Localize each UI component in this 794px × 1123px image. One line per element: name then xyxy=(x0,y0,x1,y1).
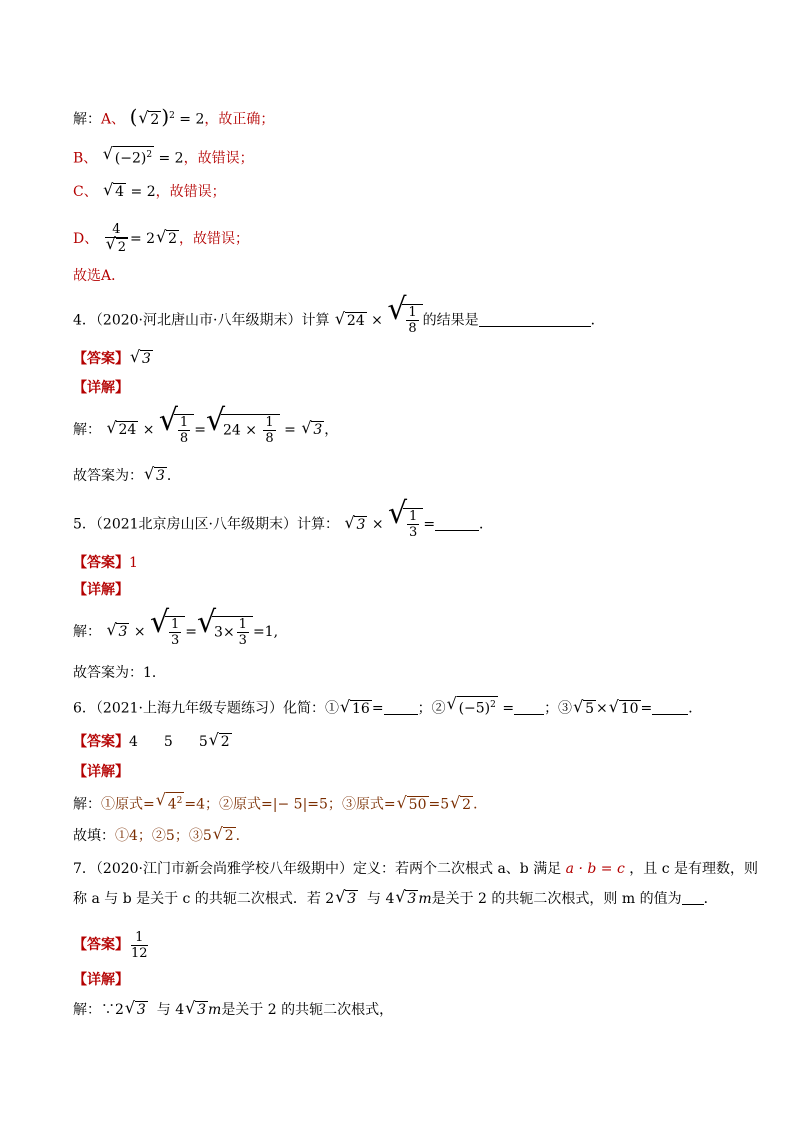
sqrt: √ 3 xyxy=(345,510,367,540)
q4-detail-tag: 【详解】 xyxy=(73,380,129,396)
question-7-line-1: 7．（2020·江门市新会尚雅学校八年级期中）定义：若两个二次根式 a、b 满足 a · b = c ，且 c 是有理数，则 xyxy=(73,861,758,877)
answer-blank-3[interactable] xyxy=(652,698,688,715)
question-6: 6．（2021·上海九年级专题练习）化简：①√ 16 = ；②√ $(-5)^2$ = ；③√ 5 ×√ 10 = ． xyxy=(73,696,702,719)
option-label: A、 xyxy=(101,111,126,128)
formula: ( xyxy=(129,104,138,129)
answer-value-1: 4 xyxy=(129,734,138,750)
answer-blank-1[interactable] xyxy=(384,698,418,715)
option-label: C、 xyxy=(73,184,98,200)
q6-answer: 【答案】4 5 5√ 2 xyxy=(73,732,232,752)
question-4: 4．（2020·河北唐山市·八年级期末）计算 √ 24 × √ $\frac{1}{8}$ 的结果是 ． xyxy=(73,304,605,336)
q4-conclusion: 故答案为：√ 3 ． xyxy=(73,466,181,486)
answer-blank[interactable] xyxy=(682,888,704,905)
answer-blank-2[interactable] xyxy=(514,698,544,715)
option-comment: ，故错误； xyxy=(183,150,254,167)
question-source: （2020·河北唐山市·八年级期末） xyxy=(95,312,302,329)
q5-solution: 解： √ 3 × √ $\frac{1}{3}$ =√ 3× $\frac{1}{3}$ =1, xyxy=(73,615,278,649)
question-7-line-2: 称 a 与 b 是关于 c 的共轭二次根式．若 2√ 3 与 4√ 3 m是关于 2 的共轭二次根式，则 m 的值为 ． xyxy=(73,888,718,909)
option-comment: ，故错误； xyxy=(155,184,226,200)
answer-value-3: 5 xyxy=(198,734,208,750)
answer-value-2: 5 xyxy=(163,734,173,750)
sqrt: √ $(-2)^2$ xyxy=(104,146,154,169)
question-number: 5． xyxy=(73,516,96,533)
q3-option-d: D、 4 √ 2 = 2√ 2 ，故错误； xyxy=(73,222,249,256)
q5-detail-tag: 【详解】 xyxy=(73,582,129,598)
q3-option-a: 解：A、 (√ 2 )$^2$ = 2，故正确； xyxy=(73,106,274,130)
q3-option-c: C、 √ 4 = 2，故错误； xyxy=(73,182,226,202)
question-5: 5．（2021北京房山区·八年级期末）计算： √ 3 × √ $\frac{1}{3}$ = ． xyxy=(73,508,493,540)
sqrt: √ 2 xyxy=(139,110,161,130)
fraction: 4 √ 2 xyxy=(105,222,128,256)
question-text: 计算 xyxy=(301,312,330,329)
q4-answer xyxy=(73,349,153,369)
option-comment: ，故错误； xyxy=(178,231,249,247)
q5-conclusion: 故答案为：1． xyxy=(73,665,166,681)
question-source: （2021北京房山区·八年级期末） xyxy=(95,516,298,533)
question-text: 计算： xyxy=(297,516,340,533)
answer-blank[interactable] xyxy=(435,514,479,531)
sqrt: √ 24 xyxy=(107,413,138,447)
sqrt: √ 3 xyxy=(131,349,153,369)
answer-fraction: $\frac{1}{12}$ xyxy=(131,929,148,961)
sqrt: √ 2 xyxy=(157,224,179,254)
question-number: 6． xyxy=(73,700,96,717)
option-label: B、 xyxy=(73,150,98,167)
sqrt: √ 4 xyxy=(104,182,126,202)
answer-blank[interactable] xyxy=(479,310,591,327)
solution-prefix: 解： xyxy=(73,111,101,128)
question-number: 4． xyxy=(73,312,96,329)
q7-solution: 解：∵2√ 3 与 4√ 3 m是关于 2 的共轭二次根式， xyxy=(73,1000,393,1020)
answer-tag: 【答案】 xyxy=(73,734,129,750)
sqrt: √ 24 xyxy=(336,306,367,336)
q7-answer xyxy=(73,928,150,962)
q3-option-b: B、 √ $(-2)^2 = 2$，故错误； xyxy=(73,146,254,169)
question-text: 化简：① xyxy=(283,700,340,717)
q3-choice: 故选A． xyxy=(73,268,126,284)
sqrt-fraction: √ $\frac{1}{8}$ xyxy=(389,304,422,336)
q7-detail-tag: 【详解】 xyxy=(73,972,129,988)
answer-value: 1 xyxy=(129,555,138,571)
q6-fill: 故填：①4；②5；③5√ 2 ． xyxy=(73,826,250,846)
sqrt: √ 3 xyxy=(145,466,167,486)
question-text: 定义：若两个二次根式 a、b 满足 xyxy=(353,861,562,877)
question-text: 的结果是 xyxy=(422,312,479,329)
answer-tag: 【答案】 xyxy=(73,555,129,571)
option-label: D、 xyxy=(73,231,99,247)
q6-solution: 解：①原式=√ $4^2 =4$；②原式=|− 5|=5；③原式=√ 50 =5√ 2 ． xyxy=(73,792,487,815)
answer-tag: 【答案】 xyxy=(73,937,129,953)
option-comment: ，故正确； xyxy=(204,111,275,128)
question-source: （2020·江门市新会尚雅学校八年级期中） xyxy=(95,861,353,877)
question-source: （2021·上海九年级专题练习） xyxy=(95,700,284,717)
q6-detail-tag: 【详解】 xyxy=(73,764,129,780)
question-number: 7． xyxy=(73,861,96,877)
q5-answer xyxy=(73,553,138,573)
answer-tag: 【答案】 xyxy=(73,351,129,367)
q4-solution: 解： √ 24 × √ $\frac{1}{8}$ =√ 24 × $\frac{1}{8}$ = √ 3 ， xyxy=(73,413,338,447)
